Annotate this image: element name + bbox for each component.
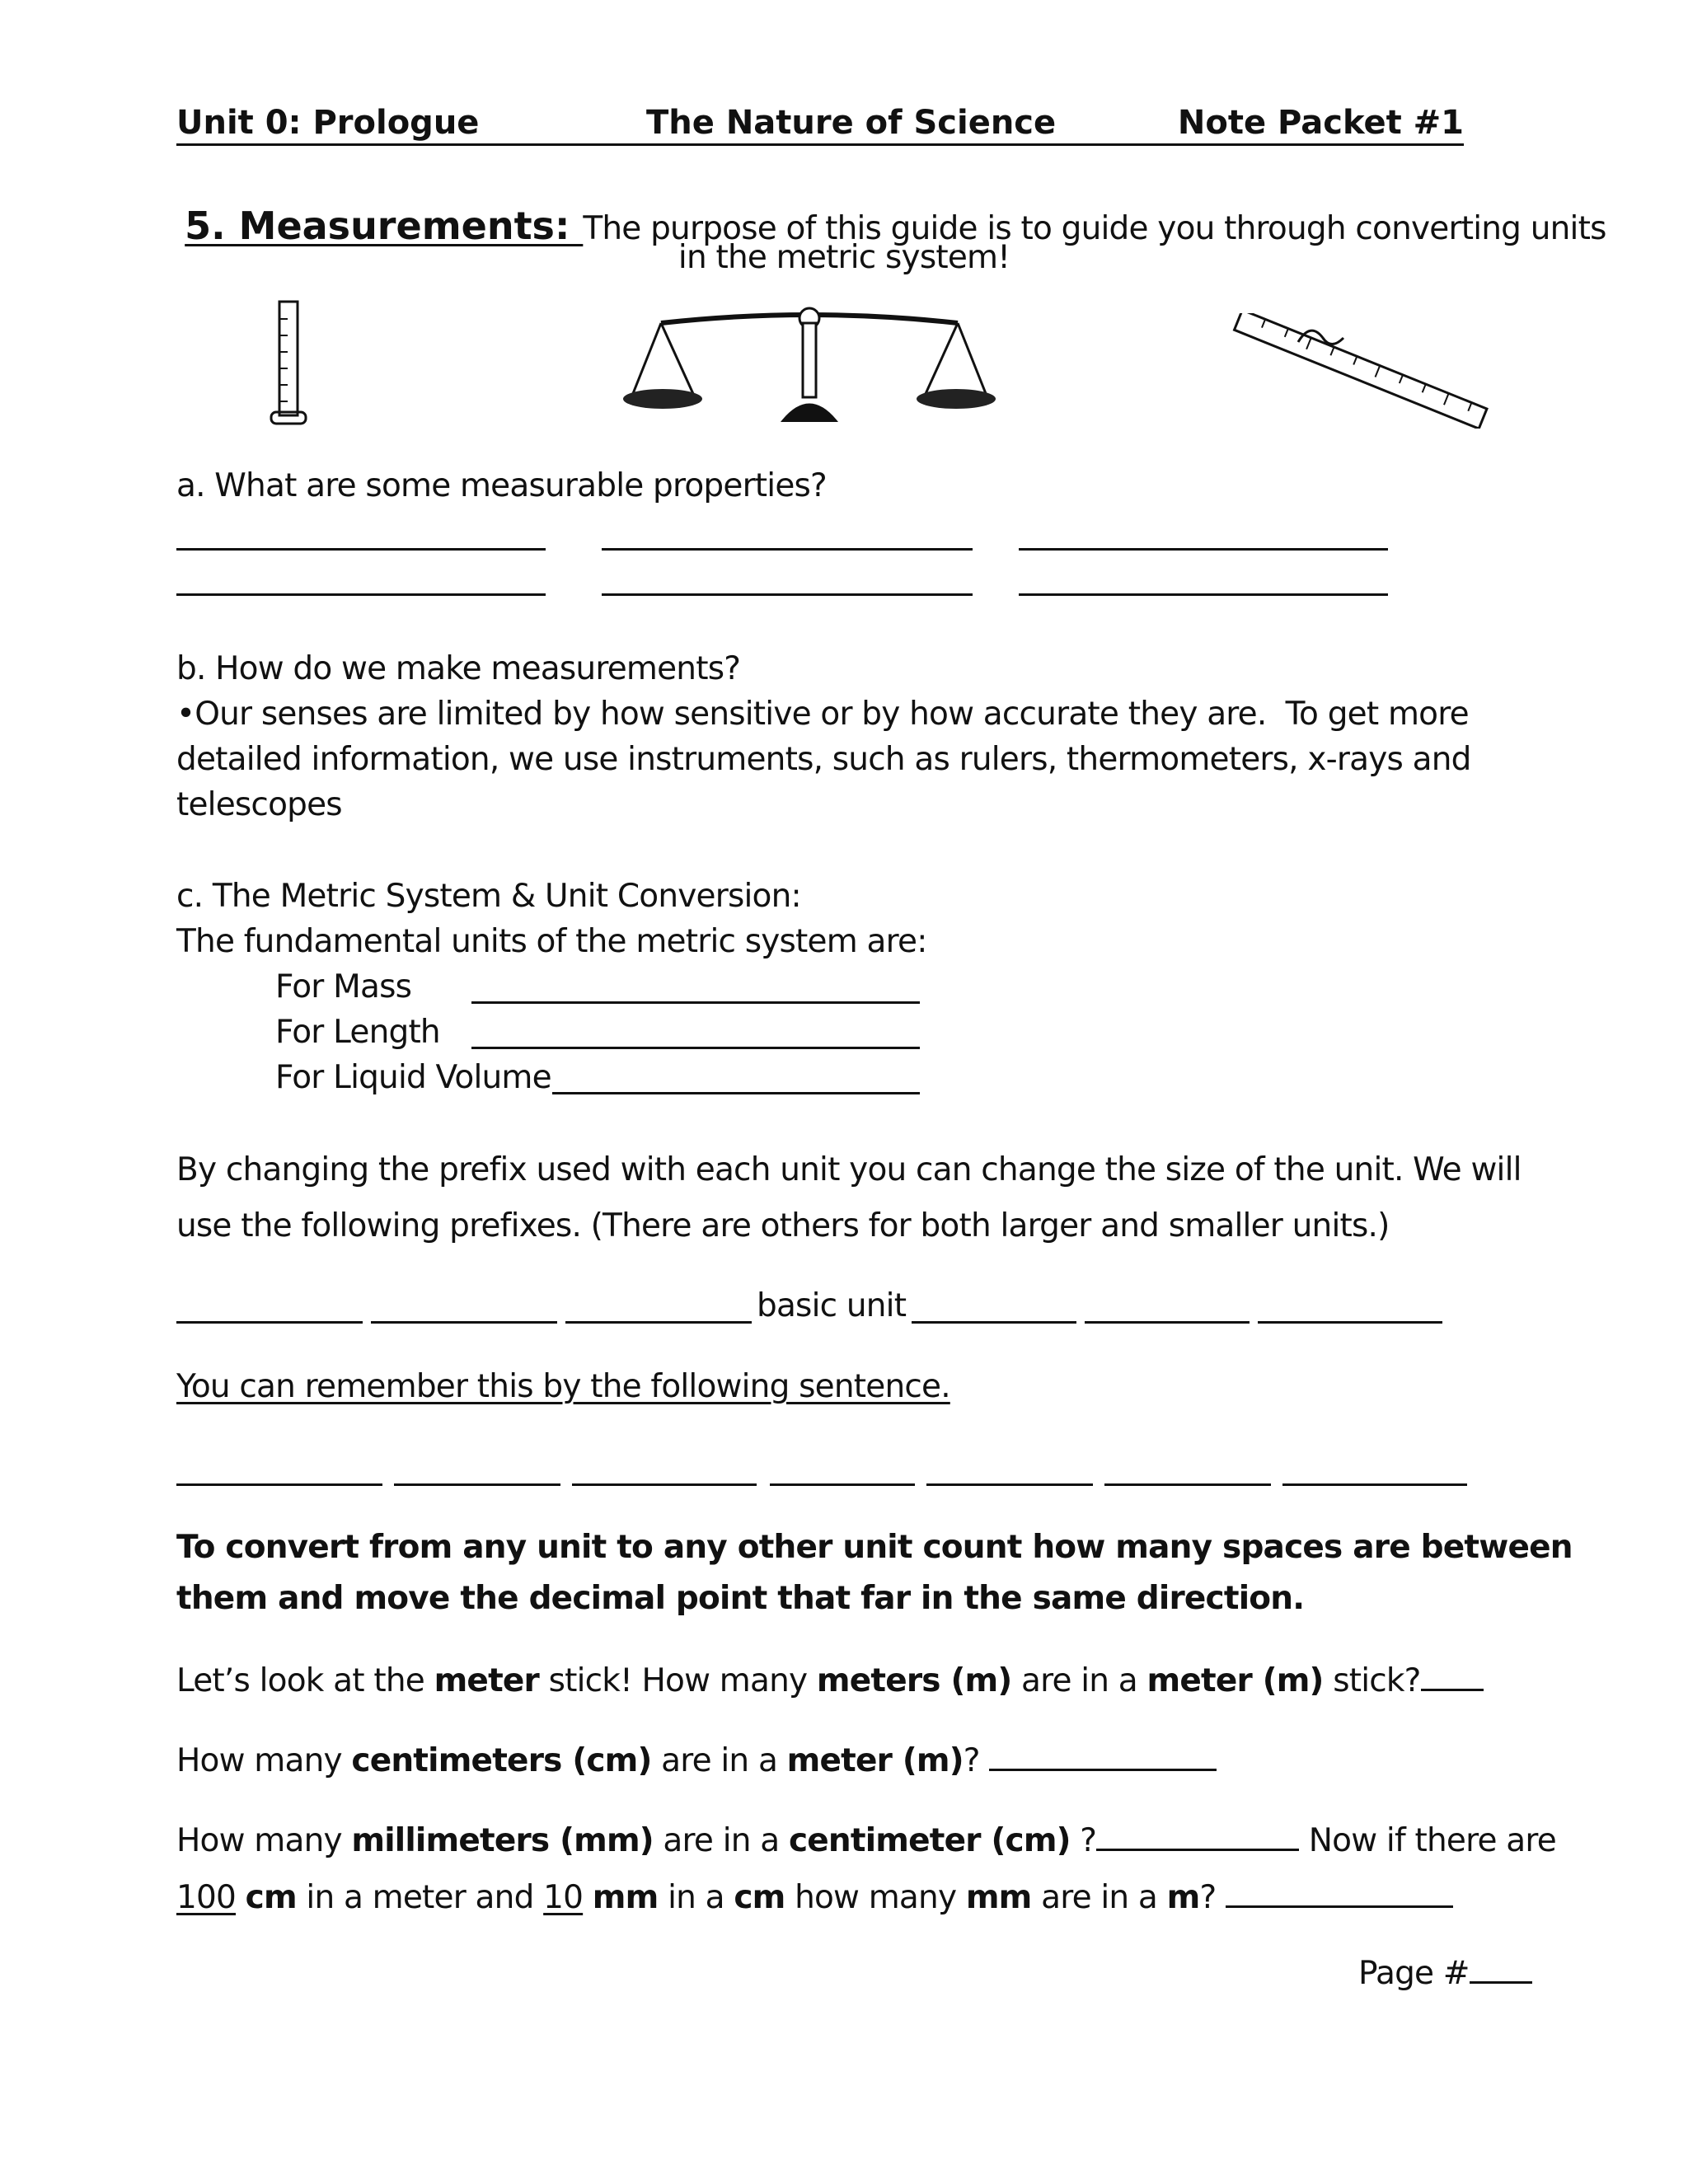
mass-blank[interactable] bbox=[471, 1001, 920, 1004]
volume-blank[interactable] bbox=[552, 1092, 920, 1094]
volume-label: For Liquid Volume bbox=[275, 1059, 551, 1096]
prefix-blank[interactable] bbox=[565, 1321, 752, 1324]
answer-blank[interactable] bbox=[1019, 548, 1388, 551]
part-b-line-3: telescopes bbox=[176, 786, 342, 823]
answer-blank[interactable] bbox=[602, 593, 973, 596]
rule-line-2: them and move the decimal point that far in the same direction. bbox=[176, 1580, 1305, 1617]
mass-label: For Mass bbox=[275, 968, 412, 1005]
answer-blank[interactable] bbox=[1096, 1819, 1299, 1851]
balance-scale-icon bbox=[620, 307, 999, 430]
page-header bbox=[176, 101, 1464, 146]
question-c: c. The Metric System & Unit Conversion: bbox=[176, 878, 801, 915]
question-meter-stick: Let’s look at the meter stick! How many meters (m) are in a meter (m) stick? bbox=[176, 1659, 1484, 1699]
question-b: b. How do we make measurements? bbox=[176, 650, 741, 687]
sentence-blank[interactable] bbox=[770, 1483, 915, 1486]
page-number: Page # bbox=[1358, 1952, 1532, 1992]
length-blank[interactable] bbox=[471, 1047, 920, 1049]
question-mm-in-m: 100 cm in a meter and 10 mm in a cm how many mm are in a m? bbox=[176, 1876, 1453, 1916]
length-label: For Length bbox=[275, 1014, 440, 1051]
prefix-blank[interactable] bbox=[176, 1321, 363, 1324]
prefix-line-2: use the following prefixes. (There are others for both larger and smaller units.) bbox=[176, 1207, 1390, 1244]
answer-blank[interactable] bbox=[989, 1739, 1217, 1771]
sentence-blank[interactable] bbox=[176, 1483, 382, 1486]
question-mm-in-cm: How many millimeters (mm) are in a centimeter (cm) ? Now if there are bbox=[176, 1819, 1556, 1859]
answer-blank[interactable] bbox=[1019, 593, 1388, 596]
question-a: a. What are some measurable properties? bbox=[176, 467, 827, 504]
prefix-blank[interactable] bbox=[371, 1321, 557, 1324]
rule-line-1: To convert from any unit to any other unit count how many spaces are between bbox=[176, 1529, 1573, 1566]
header-unit: Unit 0: Prologue bbox=[176, 104, 480, 142]
sentence-blank[interactable] bbox=[1282, 1483, 1467, 1486]
page-number-blank[interactable] bbox=[1470, 1952, 1532, 1984]
answer-blank[interactable] bbox=[176, 593, 546, 596]
answer-blank[interactable] bbox=[602, 548, 973, 551]
sentence-blank[interactable] bbox=[1104, 1483, 1271, 1486]
prefix-blank[interactable] bbox=[1258, 1321, 1442, 1324]
meter-stick-icon bbox=[1220, 313, 1500, 429]
section-intro-2: in the metric system! bbox=[678, 239, 1010, 276]
header-packet: Note Packet #1 bbox=[1177, 104, 1464, 142]
question-cm-in-m: How many centimeters (cm) are in a meter (m)? bbox=[176, 1739, 1217, 1779]
header-title: The Nature of Science bbox=[646, 104, 1057, 142]
part-b-line-2: detailed information, we use instruments, such as rulers, thermometers, x-rays and bbox=[176, 741, 1471, 778]
sentence-blank[interactable] bbox=[572, 1483, 757, 1486]
part-c-intro: The fundamental units of the metric system are: bbox=[176, 923, 927, 960]
prefix-blank[interactable] bbox=[1085, 1321, 1250, 1324]
section-intro-1: The purpose of this guide is to guide you through converting units bbox=[583, 210, 1606, 247]
remember-sentence-label: You can remember this by the following sentence. bbox=[176, 1368, 950, 1405]
sentence-blank[interactable] bbox=[394, 1483, 560, 1486]
answer-blank[interactable] bbox=[176, 548, 546, 551]
sentence-blank[interactable] bbox=[926, 1483, 1093, 1486]
prefix-line-1: By changing the prefix used with each unit you can change the size of the unit. We will bbox=[176, 1151, 1522, 1188]
prefix-blank[interactable] bbox=[912, 1321, 1076, 1324]
part-b-line-1: •Our senses are limited by how sensitive or by how accurate they are. To get more bbox=[176, 696, 1469, 733]
graduated-cylinder-icon bbox=[268, 298, 309, 430]
basic-unit-label: basic unit bbox=[757, 1287, 907, 1324]
answer-blank[interactable] bbox=[1421, 1659, 1484, 1691]
section-heading: 5. Measurements: bbox=[185, 204, 584, 248]
answer-blank[interactable] bbox=[1226, 1876, 1453, 1908]
